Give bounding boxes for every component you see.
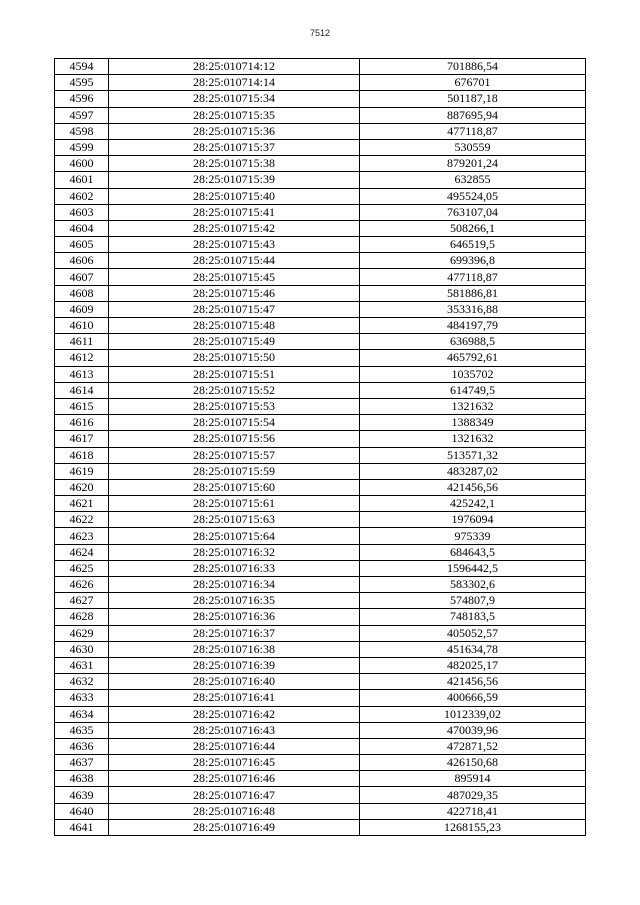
cadastral-number-cell: 28:25:010715:53 <box>109 398 360 414</box>
cadastral-value-cell: 1012339,02 <box>360 706 586 722</box>
row-number-cell: 4608 <box>55 285 109 301</box>
cadastral-number-cell: 28:25:010715:41 <box>109 204 360 220</box>
table-row <box>55 91 586 107</box>
table-row <box>55 172 586 188</box>
table-row <box>55 431 586 447</box>
cadastral-value-cell: 1321632 <box>360 431 586 447</box>
cadastral-value-cell: 748183,5 <box>360 609 586 625</box>
cadastral-value-cell: 422718,41 <box>360 803 586 819</box>
cadastral-number-cell: 28:25:010716:40 <box>109 674 360 690</box>
table-row <box>55 447 586 463</box>
cadastral-value-cell: 636988,5 <box>360 334 586 350</box>
row-number-cell: 4621 <box>55 496 109 512</box>
cadastral-value-cell: 895914 <box>360 771 586 787</box>
row-number-cell: 4637 <box>55 755 109 771</box>
cadastral-number-cell: 28:25:010715:54 <box>109 415 360 431</box>
cadastral-value-cell: 400666,59 <box>360 690 586 706</box>
cadastral-value-table-container <box>54 58 585 836</box>
cadastral-value-cell: 487029,35 <box>360 787 586 803</box>
row-number-cell: 4622 <box>55 512 109 528</box>
table-body <box>55 59 586 836</box>
cadastral-number-cell: 28:25:010716:44 <box>109 738 360 754</box>
table-row <box>55 188 586 204</box>
cadastral-value-cell: 676701 <box>360 75 586 91</box>
table-row <box>55 528 586 544</box>
table-row <box>55 593 586 609</box>
row-number-cell: 4605 <box>55 237 109 253</box>
table-row <box>55 787 586 803</box>
cadastral-value-cell: 484197,79 <box>360 318 586 334</box>
row-number-cell: 4601 <box>55 172 109 188</box>
cadastral-value-cell: 583302,6 <box>360 577 586 593</box>
row-number-cell: 4626 <box>55 577 109 593</box>
table-row <box>55 269 586 285</box>
cadastral-value-cell: 632855 <box>360 172 586 188</box>
table-row <box>55 544 586 560</box>
row-number-cell: 4627 <box>55 593 109 609</box>
cadastral-value-cell: 763107,04 <box>360 204 586 220</box>
cadastral-value-cell: 614749,5 <box>360 382 586 398</box>
cadastral-value-cell: 421456,56 <box>360 674 586 690</box>
cadastral-value-cell: 421456,56 <box>360 479 586 495</box>
cadastral-number-cell: 28:25:010715:63 <box>109 512 360 528</box>
cadastral-value-cell: 477118,87 <box>360 269 586 285</box>
table-row <box>55 301 586 317</box>
row-number-cell: 4612 <box>55 350 109 366</box>
table-row <box>55 560 586 576</box>
table-row <box>55 237 586 253</box>
cadastral-number-cell: 28:25:010715:37 <box>109 139 360 155</box>
table-row <box>55 107 586 123</box>
cadastral-number-cell: 28:25:010716:33 <box>109 560 360 576</box>
table-row <box>55 641 586 657</box>
cadastral-number-cell: 28:25:010715:43 <box>109 237 360 253</box>
table-row <box>55 59 586 75</box>
table-row <box>55 755 586 771</box>
cadastral-value-cell: 482025,17 <box>360 657 586 673</box>
row-number-cell: 4615 <box>55 398 109 414</box>
cadastral-number-cell: 28:25:010715:42 <box>109 220 360 236</box>
table-row <box>55 415 586 431</box>
row-number-cell: 4616 <box>55 415 109 431</box>
cadastral-number-cell: 28:25:010715:52 <box>109 382 360 398</box>
table-row <box>55 123 586 139</box>
table-row <box>55 139 586 155</box>
cadastral-value-cell: 425242,1 <box>360 496 586 512</box>
cadastral-number-cell: 28:25:010715:60 <box>109 479 360 495</box>
cadastral-value-cell: 405052,57 <box>360 625 586 641</box>
row-number-cell: 4619 <box>55 463 109 479</box>
table-row <box>55 398 586 414</box>
table-row <box>55 512 586 528</box>
cadastral-number-cell: 28:25:010715:40 <box>109 188 360 204</box>
row-number-cell: 4632 <box>55 674 109 690</box>
row-number-cell: 4609 <box>55 301 109 317</box>
cadastral-value-cell: 470039,96 <box>360 722 586 738</box>
cadastral-number-cell: 28:25:010715:49 <box>109 334 360 350</box>
row-number-cell: 4614 <box>55 382 109 398</box>
cadastral-number-cell: 28:25:010715:45 <box>109 269 360 285</box>
cadastral-number-cell: 28:25:010715:51 <box>109 366 360 382</box>
row-number-cell: 4617 <box>55 431 109 447</box>
table-row <box>55 334 586 350</box>
table-row <box>55 674 586 690</box>
cadastral-number-cell: 28:25:010715:39 <box>109 172 360 188</box>
cadastral-number-cell: 28:25:010715:44 <box>109 253 360 269</box>
table-row <box>55 366 586 382</box>
cadastral-number-cell: 28:25:010716:47 <box>109 787 360 803</box>
row-number-cell: 4597 <box>55 107 109 123</box>
row-number-cell: 4623 <box>55 528 109 544</box>
row-number-cell: 4618 <box>55 447 109 463</box>
cadastral-value-cell: 1321632 <box>360 398 586 414</box>
cadastral-number-cell: 28:25:010716:35 <box>109 593 360 609</box>
table-row <box>55 75 586 91</box>
row-number-cell: 4639 <box>55 787 109 803</box>
cadastral-number-cell: 28:25:010716:39 <box>109 657 360 673</box>
cadastral-number-cell: 28:25:010714:14 <box>109 75 360 91</box>
table-row <box>55 609 586 625</box>
row-number-cell: 4620 <box>55 479 109 495</box>
cadastral-value-cell: 684643,5 <box>360 544 586 560</box>
row-number-cell: 4636 <box>55 738 109 754</box>
row-number-cell: 4596 <box>55 91 109 107</box>
row-number-cell: 4630 <box>55 641 109 657</box>
cadastral-value-cell: 501187,18 <box>360 91 586 107</box>
table-row <box>55 577 586 593</box>
row-number-cell: 4629 <box>55 625 109 641</box>
cadastral-number-cell: 28:25:010715:38 <box>109 156 360 172</box>
cadastral-number-cell: 28:25:010715:46 <box>109 285 360 301</box>
cadastral-number-cell: 28:25:010714:12 <box>109 59 360 75</box>
table-row <box>55 706 586 722</box>
row-number-cell: 4602 <box>55 188 109 204</box>
row-number-cell: 4640 <box>55 803 109 819</box>
cadastral-value-cell: 887695,94 <box>360 107 586 123</box>
table-row <box>55 690 586 706</box>
cadastral-value-cell: 699396,8 <box>360 253 586 269</box>
cadastral-number-cell: 28:25:010715:48 <box>109 318 360 334</box>
cadastral-value-cell: 1035702 <box>360 366 586 382</box>
row-number-cell: 4634 <box>55 706 109 722</box>
cadastral-value-cell: 701886,54 <box>360 59 586 75</box>
table-row <box>55 220 586 236</box>
cadastral-number-cell: 28:25:010716:45 <box>109 755 360 771</box>
cadastral-number-cell: 28:25:010715:64 <box>109 528 360 544</box>
cadastral-value-cell: 451634,78 <box>360 641 586 657</box>
cadastral-value-cell: 1388349 <box>360 415 586 431</box>
cadastral-number-cell: 28:25:010716:34 <box>109 577 360 593</box>
row-number-cell: 4604 <box>55 220 109 236</box>
cadastral-number-cell: 28:25:010715:61 <box>109 496 360 512</box>
table-row <box>55 253 586 269</box>
cadastral-number-cell: 28:25:010715:35 <box>109 107 360 123</box>
cadastral-value-cell: 508266,1 <box>360 220 586 236</box>
cadastral-number-cell: 28:25:010716:32 <box>109 544 360 560</box>
table-row <box>55 625 586 641</box>
cadastral-value-cell: 426150,68 <box>360 755 586 771</box>
cadastral-value-cell: 1596442,5 <box>360 560 586 576</box>
table-row <box>55 285 586 301</box>
table-row <box>55 496 586 512</box>
table-row <box>55 318 586 334</box>
cadastral-value-cell: 483287,02 <box>360 463 586 479</box>
cadastral-value-cell: 581886,81 <box>360 285 586 301</box>
row-number-cell: 4641 <box>55 819 109 835</box>
table-row <box>55 463 586 479</box>
cadastral-value-cell: 477118,87 <box>360 123 586 139</box>
row-number-cell: 4613 <box>55 366 109 382</box>
cadastral-value-cell: 353316,88 <box>360 301 586 317</box>
table-row <box>55 657 586 673</box>
cadastral-number-cell: 28:25:010715:34 <box>109 91 360 107</box>
cadastral-value-cell: 465792,61 <box>360 350 586 366</box>
cadastral-number-cell: 28:25:010716:42 <box>109 706 360 722</box>
cadastral-value-cell: 1976094 <box>360 512 586 528</box>
row-number-cell: 4633 <box>55 690 109 706</box>
row-number-cell: 4598 <box>55 123 109 139</box>
row-number-cell: 4638 <box>55 771 109 787</box>
table-row <box>55 803 586 819</box>
cadastral-number-cell: 28:25:010716:37 <box>109 625 360 641</box>
cadastral-number-cell: 28:25:010715:59 <box>109 463 360 479</box>
cadastral-number-cell: 28:25:010715:57 <box>109 447 360 463</box>
table-row <box>55 382 586 398</box>
row-number-cell: 4628 <box>55 609 109 625</box>
cadastral-number-cell: 28:25:010715:47 <box>109 301 360 317</box>
cadastral-number-cell: 28:25:010716:38 <box>109 641 360 657</box>
cadastral-value-cell: 495524,05 <box>360 188 586 204</box>
row-number-cell: 4606 <box>55 253 109 269</box>
row-number-cell: 4595 <box>55 75 109 91</box>
cadastral-value-cell: 472871,52 <box>360 738 586 754</box>
row-number-cell: 4599 <box>55 139 109 155</box>
table-row <box>55 738 586 754</box>
cadastral-value-cell: 513571,32 <box>360 447 586 463</box>
cadastral-number-cell: 28:25:010716:46 <box>109 771 360 787</box>
cadastral-value-cell: 879201,24 <box>360 156 586 172</box>
row-number-cell: 4600 <box>55 156 109 172</box>
row-number-cell: 4635 <box>55 722 109 738</box>
cadastral-number-cell: 28:25:010716:48 <box>109 803 360 819</box>
cadastral-value-table <box>54 58 586 836</box>
table-row <box>55 350 586 366</box>
cadastral-number-cell: 28:25:010716:36 <box>109 609 360 625</box>
table-row <box>55 204 586 220</box>
cadastral-value-cell: 975339 <box>360 528 586 544</box>
table-row <box>55 479 586 495</box>
cadastral-value-cell: 1268155,23 <box>360 819 586 835</box>
page-number: 7512 <box>309 28 331 38</box>
table-row <box>55 722 586 738</box>
cadastral-number-cell: 28:25:010716:41 <box>109 690 360 706</box>
cadastral-value-cell: 646519,5 <box>360 237 586 253</box>
row-number-cell: 4631 <box>55 657 109 673</box>
row-number-cell: 4611 <box>55 334 109 350</box>
table-row <box>55 771 586 787</box>
cadastral-number-cell: 28:25:010715:56 <box>109 431 360 447</box>
cadastral-number-cell: 28:25:010715:50 <box>109 350 360 366</box>
cadastral-number-cell: 28:25:010716:43 <box>109 722 360 738</box>
row-number-cell: 4603 <box>55 204 109 220</box>
row-number-cell: 4624 <box>55 544 109 560</box>
cadastral-value-cell: 574807,9 <box>360 593 586 609</box>
table-row <box>55 156 586 172</box>
row-number-cell: 4594 <box>55 59 109 75</box>
row-number-cell: 4625 <box>55 560 109 576</box>
cadastral-number-cell: 28:25:010716:49 <box>109 819 360 835</box>
cadastral-value-cell: 530559 <box>360 139 586 155</box>
table-row <box>55 819 586 835</box>
row-number-cell: 4610 <box>55 318 109 334</box>
row-number-cell: 4607 <box>55 269 109 285</box>
cadastral-number-cell: 28:25:010715:36 <box>109 123 360 139</box>
